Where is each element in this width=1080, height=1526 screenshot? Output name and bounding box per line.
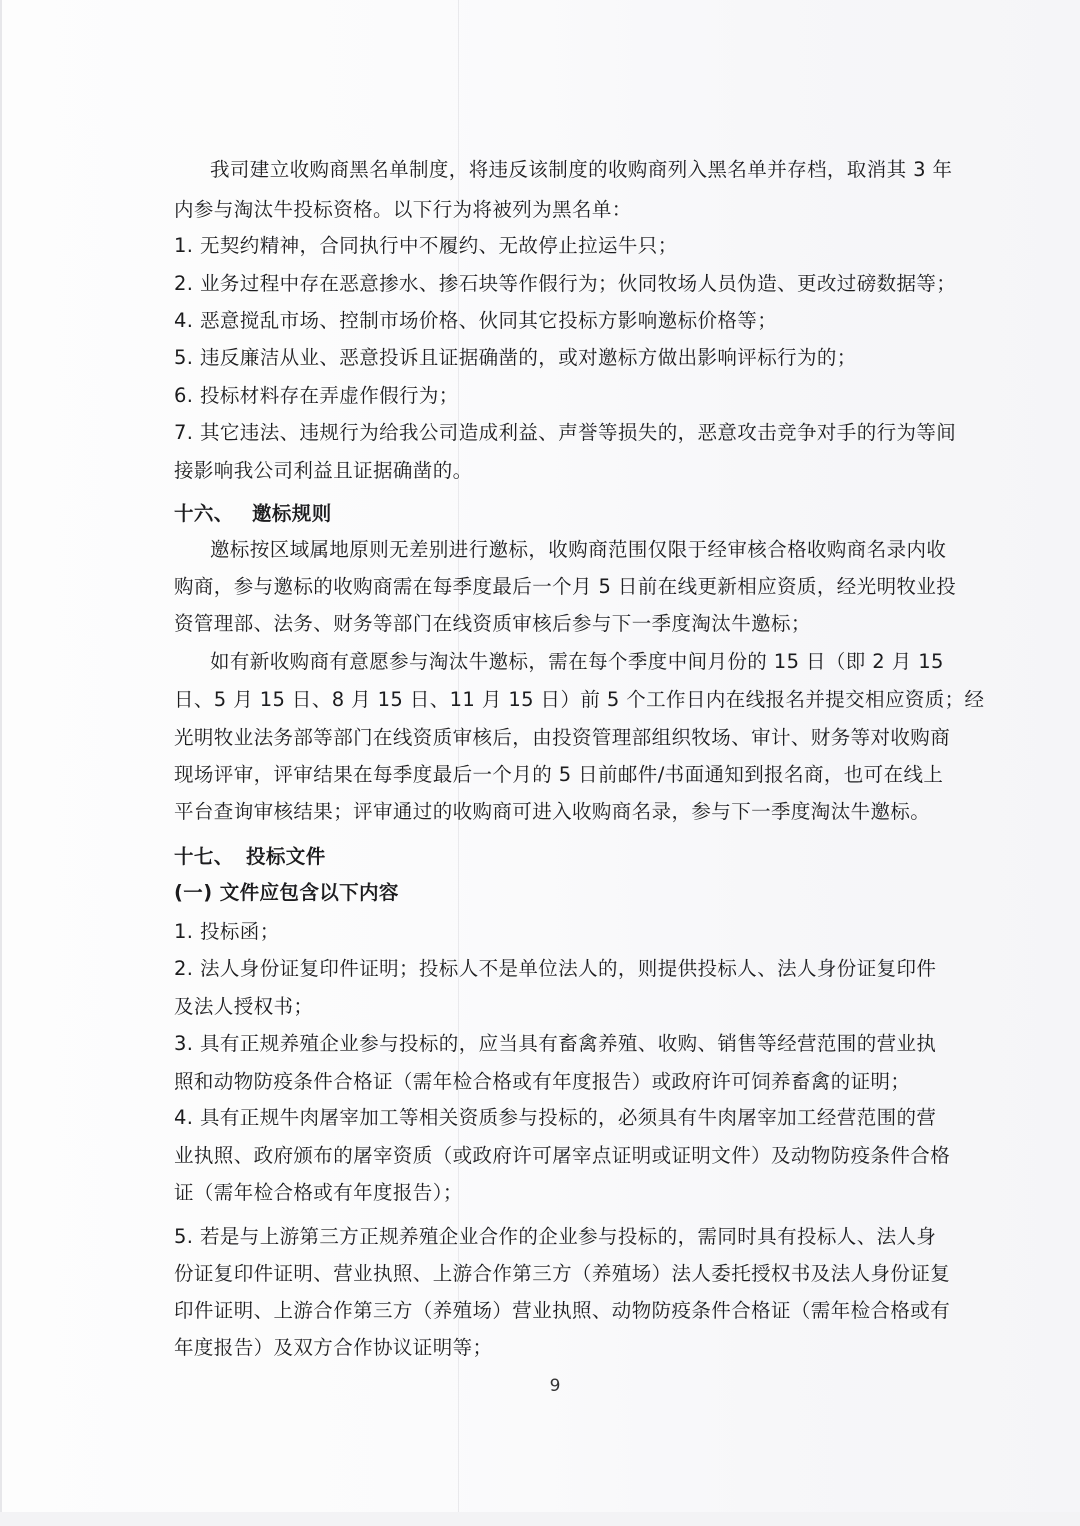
- section-17-heading: [174, 844, 919, 870]
- section-16-para1-line-2: 购商，参与邀标的收购商需在每季度最后一个月 5 日前在线更新相应资质，经光明牧业投: [174, 575, 957, 598]
- section-17-item-5-line-1: 5. 若是与上游第三方正规养殖企业合作的企业参与投标的，需同时具有投标人、法人身: [174, 1225, 937, 1248]
- section-16-para2-line-5: 平台查询审核结果；评审通过的收购商可进入收购商名录，参与下一季度淘汰牛邀标。: [174, 800, 931, 823]
- page-bottom-edge: [0, 1512, 1080, 1526]
- section-16-title: 邀标规则: [252, 502, 332, 525]
- section-17-title: 投标文件: [246, 845, 326, 868]
- section-17-number: 十七、: [174, 845, 234, 868]
- section-17-item-5-line-3: 印件证明、上游合作第三方（养殖场）营业执照、动物防疫条件合格证（需年检合格或有: [174, 1299, 951, 1322]
- section-17-item-4-line-3: 证（需年检合格或有年度报告）；: [174, 1181, 463, 1204]
- page-number: 9: [549, 1376, 561, 1396]
- blacklist-item-4: 4. 恶意搅乱市场、控制市场价格、伙同其它投标方影响邀标价格等；: [174, 309, 778, 332]
- section-17-item-3-line-2: 照和动物防疫条件合格证（需年检合格或有年度报告）或政府许可饲养畜禽的证明；: [174, 1070, 911, 1093]
- section-16-para2-line-3: 光明牧业法务部等部门在线资质审核后，由投资管理部组织牧场、审计、财务等对收购商: [174, 726, 951, 749]
- section-17-item-4-line-2: 业执照、政府颁布的屠宰资质（或政府许可屠宰点证明或证明文件）及动物防疫条件合格: [174, 1144, 951, 1167]
- blacklist-item-6: 6. 投标材料存在弄虚作假行为；: [174, 384, 459, 407]
- section-16-para1-line-1: 邀标按区域属地原则无差别进行邀标，收购商范围仅限于经审核合格收购商名录内收: [210, 538, 947, 561]
- blacklist-item-2: 2. 业务过程中存在恶意掺水、掺石块等作假行为；伙同牧场人员伪造、更改过磅数据等；: [174, 272, 957, 295]
- section-16-para1-line-3: 资管理部、法务、财务等部门在线资质审核后参与下一季度淘汰牛邀标；: [174, 612, 811, 635]
- section-17-item-5-line-4: 年度报告）及双方合作协议证明等；: [174, 1336, 493, 1359]
- section-16-heading: [174, 501, 919, 527]
- blacklist-item-5: 5. 违反廉洁从业、恶意投诉且证据确凿的，或对邀标方做出影响评标行为的；: [174, 346, 857, 369]
- section-16-para2-line-4: 现场评审，评审结果在每季度最后一个月的 5 日前邮件/书面通知到报名商，也可在线上: [174, 763, 944, 786]
- section-16-para2-line-2: 日、5 月 15 日、8 月 15 日、11 月 15 日）前 5 个工作日内在线报名并提交相应资质；经: [174, 688, 985, 711]
- section-16-number: 十六、: [174, 502, 234, 525]
- section-17-item-4-line-1: 4. 具有正规牛肉屠宰加工等相关资质参与投标的，必须具有牛肉屠宰加工经营范围的营: [174, 1106, 937, 1129]
- blacklist-intro-line-2: 内参与淘汰牛投标资格。以下行为将被列为黑名单：: [174, 198, 632, 221]
- blacklist-item-7: 7. 其它违法、违规行为给我公司造成利益、声誉等损失的，恶意攻击竞争对手的行为等间: [174, 421, 957, 444]
- blacklist-intro-line-1: 我司建立收购商黑名单制度，将违反该制度的收购商列入黑名单并存档，取消其 3 年: [210, 158, 953, 181]
- section-17-subheading: (一) 文件应包含以下内容: [174, 881, 399, 904]
- section-17-item-3-line-1: 3. 具有正规养殖企业参与投标的，应当具有畜禽养殖、收购、销售等经营范围的营业执: [174, 1032, 937, 1055]
- section-16-para2-line-1: 如有新收购商有意愿参与淘汰牛邀标，需在每个季度中间月份的 15 日（即 2 月 15: [210, 650, 944, 673]
- page-edge: [0, 0, 2, 1526]
- blacklist-item-7-cont: 接影响我公司利益且证据确凿的。: [174, 459, 473, 482]
- section-17-item-1: 1. 投标函；: [174, 920, 280, 943]
- section-17-item-5-line-2: 份证复印件证明、营业执照、上游合作第三方（养殖场）法人委托授权书及法人身份证复: [174, 1262, 951, 1285]
- section-17-item-2-line-1: 2. 法人身份证复印件证明；投标人不是单位法人的，则提供投标人、法人身份证复印件: [174, 957, 937, 980]
- section-17-item-2-line-2: 及法人授权书；: [174, 995, 314, 1018]
- blacklist-item-1: 1. 无契约精神，合同执行中不履约、无故停止拉运牛只；: [174, 234, 678, 257]
